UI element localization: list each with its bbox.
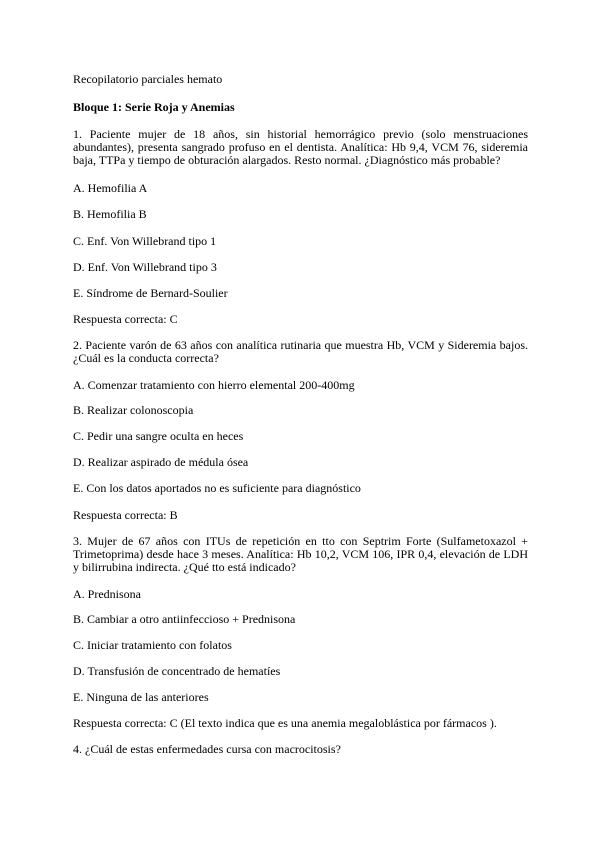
question-2-option-b: B. Realizar colonoscopia bbox=[73, 403, 194, 417]
question-1-text: 1. Paciente mujer de 18 años, sin historial hemorrágico previo (solo menstruaciones abundantes), presenta sangrado profuso en el dentista. Analítica: Hb 9,4, VCM 76, sideremia baja, TTPa y tiempo de obturación alargados. Resto normal. ¿Diagnóstico más probable? bbox=[73, 127, 528, 167]
question-2-option-a: A. Comenzar tratamiento con hierro elemental 200-400mg bbox=[73, 378, 355, 392]
question-1-option-a: A. Hemofilia A bbox=[73, 181, 148, 195]
question-2-option-e: E. Con los datos aportados no es suficiente para diagnóstico bbox=[73, 481, 361, 495]
question-1-option-d: D. Enf. Von Willebrand tipo 3 bbox=[73, 260, 217, 274]
question-3-option-c: C. Iniciar tratamiento con folatos bbox=[73, 638, 232, 652]
question-1-option-c: C. Enf. Von Willebrand tipo 1 bbox=[73, 234, 217, 248]
question-2-answer: Respuesta correcta: B bbox=[73, 508, 178, 522]
question-2-option-c: C. Pedir una sangre oculta en heces bbox=[73, 429, 244, 443]
question-3-answer: Respuesta correcta: C (El texto indica que es una anemia megaloblástica por fármacos ). bbox=[73, 716, 497, 730]
question-2-text: 2. Paciente varón de 63 años con analítica rutinaria que muestra Hb, VCM y Sideremia bajos. ¿Cuál es la conducta correcta? bbox=[73, 338, 528, 365]
question-2-option-d: D. Realizar aspirado de médula ósea bbox=[73, 455, 249, 469]
question-3-option-e: E. Ninguna de las anteriores bbox=[73, 690, 209, 704]
question-1-answer: Respuesta correcta: C bbox=[73, 312, 178, 326]
question-3-option-a: A. Prednisona bbox=[73, 587, 141, 601]
block-title: Bloque 1: Serie Roja y Anemias bbox=[73, 100, 235, 114]
document-header: Recopilatorio parciales hemato bbox=[73, 72, 223, 86]
question-3-text: 3. Mujer de 67 años con ITUs de repetición en tto con Septrim Forte (Sulfametoxazol + Trimetoprima) desde hace 3 meses. Analítica: Hb 10,2, VCM 106, IPR 0,4, elevación de LDH y bilirrubina indirecta. ¿Qué tto está indicado? bbox=[73, 534, 528, 574]
question-1-option-b: B. Hemofilia B bbox=[73, 207, 147, 221]
question-1-option-e: E. Síndrome de Bernard-Soulier bbox=[73, 286, 228, 300]
question-3-option-b: B. Cambiar a otro antiinfeccioso + Prednisona bbox=[73, 612, 296, 626]
question-4-text: 4. ¿Cuál de estas enfermedades cursa con macrocitosis? bbox=[73, 742, 341, 756]
question-3-option-d: D. Transfusión de concentrado de hematíes bbox=[73, 664, 281, 678]
